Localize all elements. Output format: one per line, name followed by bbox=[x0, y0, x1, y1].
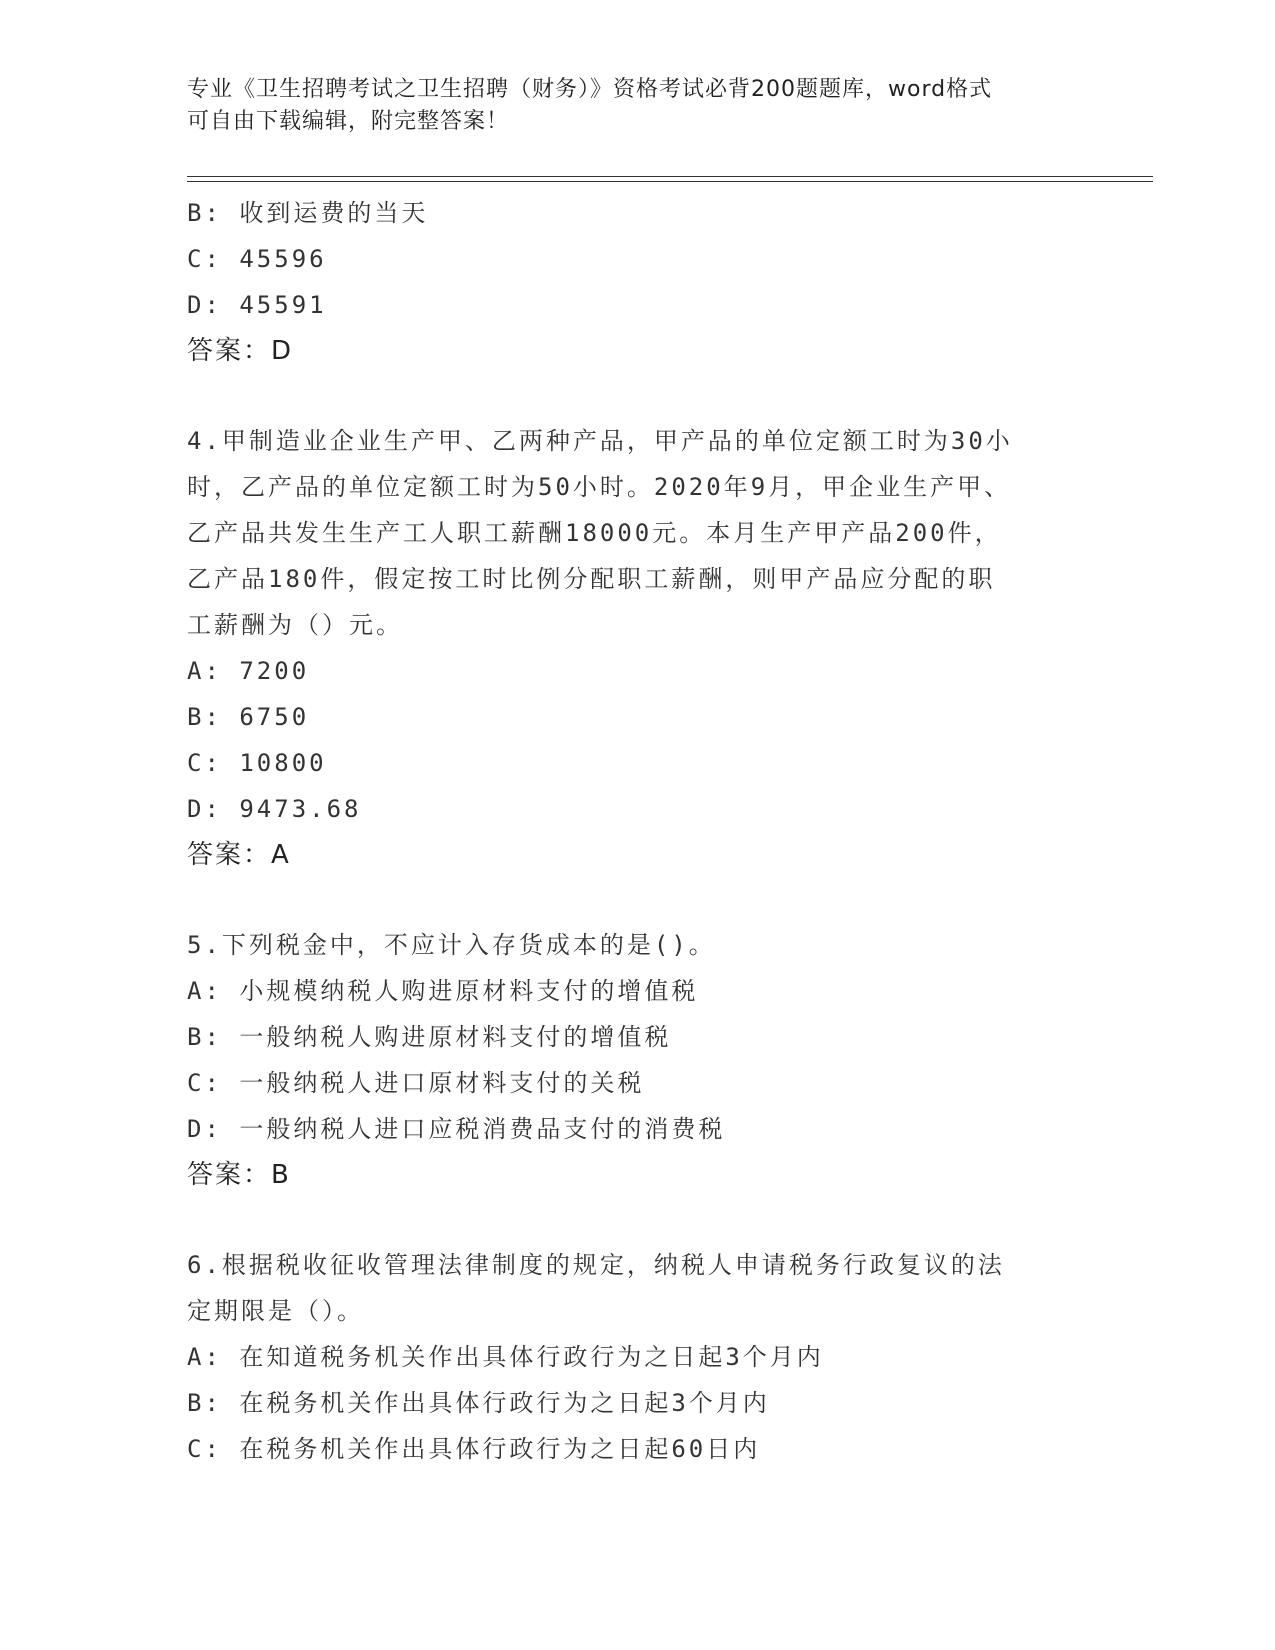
question-4 bbox=[187, 418, 1087, 878]
question-list bbox=[187, 190, 1087, 1472]
spacer bbox=[187, 374, 1087, 418]
q6-option-b: B: 在税务机关作出具体行政行为之日起3个月内 bbox=[187, 1389, 770, 1417]
header-line-1: 专业《卫生招聘考试之卫生招聘（财务）》资格考试必背200题题库，word格式 bbox=[187, 77, 993, 102]
q6-stem-line-2: 定期限是（）。 bbox=[187, 1297, 364, 1325]
header-line-2: 可自由下载编辑，附完整答案！ bbox=[187, 109, 510, 134]
q4-stem bbox=[187, 418, 1067, 648]
q6-option-a: A: 在知道税务机关作出具体行政行为之日起3个月内 bbox=[187, 1343, 824, 1371]
q5-answer: 答案：B bbox=[187, 1160, 291, 1190]
q6-option-c: C: 在税务机关作出具体行政行为之日起60日内 bbox=[187, 1435, 761, 1463]
q5-option-b: B: 一般纳税人购进原材料支付的增值税 bbox=[187, 1023, 672, 1051]
q3-option-d: D: 45591 bbox=[187, 291, 327, 319]
q4-option-a: A: 7200 bbox=[187, 657, 310, 685]
spacer bbox=[187, 878, 1087, 922]
q4-stem-line-1: 4.甲制造业企业生产甲、乙两种产品，甲产品的单位定额工时为30小 bbox=[187, 427, 1013, 455]
header-divider-bottom bbox=[187, 181, 1153, 182]
question-6 bbox=[187, 1242, 1087, 1472]
q4-option-c: C: 10800 bbox=[187, 749, 327, 777]
q5-option-c: C: 一般纳税人进口原材料支付的关税 bbox=[187, 1069, 645, 1097]
q4-stem-line-2: 时，乙产品的单位定额工时为50小时。2020年9月，甲企业生产甲、 bbox=[187, 473, 1012, 501]
spacer bbox=[187, 1198, 1087, 1242]
q4-stem-line-3: 乙产品共发生生产工人职工薪酬18000元。本月生产甲产品200件， bbox=[187, 519, 1002, 547]
q4-stem-line-5: 工薪酬为（）元。 bbox=[187, 611, 403, 639]
header-divider-top bbox=[187, 176, 1153, 177]
q4-answer: 答案：A bbox=[187, 840, 291, 870]
q4-option-d: D: 9473.68 bbox=[187, 795, 362, 823]
q4-option-b: B: 6750 bbox=[187, 703, 310, 731]
document-header bbox=[187, 74, 1067, 138]
q3-answer: 答案：D bbox=[187, 336, 294, 366]
q5-stem: 5.下列税金中，不应计入存货成本的是()。 bbox=[187, 931, 716, 959]
q3-option-c: C: 45596 bbox=[187, 245, 327, 273]
q5-option-d: D: 一般纳税人进口应税消费品支付的消费税 bbox=[187, 1115, 726, 1143]
q3-option-b: B: 收到运费的当天 bbox=[187, 199, 429, 227]
question-5 bbox=[187, 922, 1087, 1198]
q6-stem bbox=[187, 1242, 1067, 1334]
question-3 bbox=[187, 190, 1087, 374]
q5-option-a: A: 小规模纳税人购进原材料支付的增值税 bbox=[187, 977, 699, 1005]
q6-stem-line-1: 6.根据税收征收管理法律制度的规定，纳税人申请税务行政复议的法 bbox=[187, 1251, 1005, 1279]
q4-stem-line-4: 乙产品180件，假定按工时比例分配职工薪酬，则甲产品应分配的职 bbox=[187, 565, 996, 593]
